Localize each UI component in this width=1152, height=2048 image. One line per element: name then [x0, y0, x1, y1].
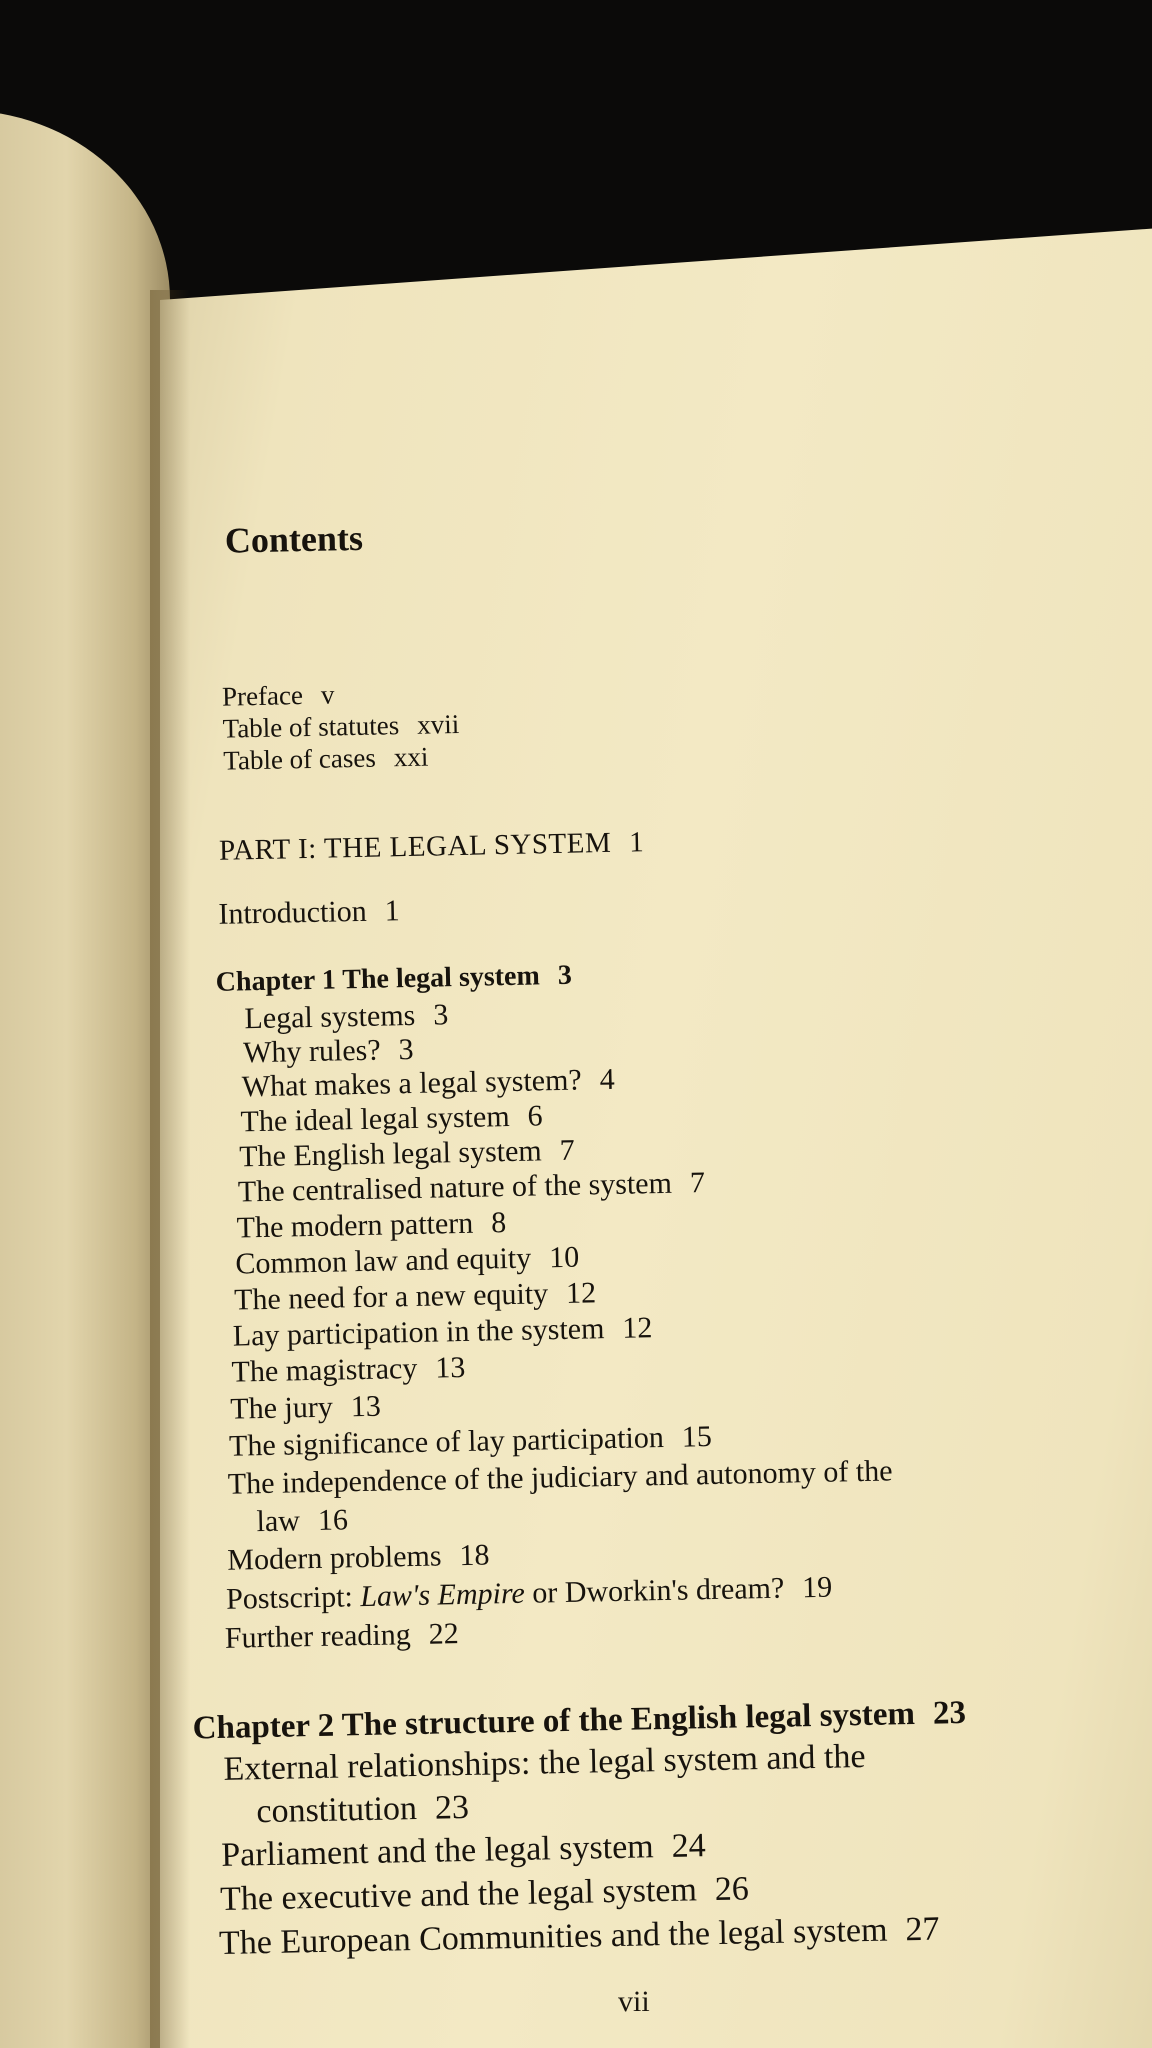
entry-page: 4 — [599, 1062, 615, 1097]
entry-page: 12 — [565, 1276, 597, 1310]
entry-title: Legal systems — [244, 998, 416, 1036]
toc-entry-introduction — [218, 894, 400, 932]
entry-title: The need for a new equity — [233, 1277, 549, 1317]
entry-page: 26 — [714, 1870, 750, 1909]
entry-title: Preface — [221, 680, 304, 712]
entry-title: Parliament and the legal system — [220, 1828, 655, 1874]
entry-page: 1 — [628, 826, 645, 859]
entry-title: law — [256, 1504, 301, 1539]
entry-title: constitution — [256, 1790, 418, 1831]
entry-title-suffix: or Dworkin's dream? — [524, 1571, 785, 1610]
entry-title: The magistracy — [231, 1351, 418, 1389]
toc-section — [234, 1276, 597, 1317]
entry-page: 27 — [905, 1910, 940, 1949]
toc-section — [231, 1351, 465, 1390]
entry-title: Chapter 2 The structure of the English legal system — [192, 1695, 916, 1747]
entry-page: 13 — [350, 1389, 382, 1424]
toc-entry-table-of-cases — [223, 740, 429, 778]
entry-title: PART I: THE LEGAL SYSTEM — [218, 826, 612, 867]
entry-page: 23 — [434, 1788, 470, 1827]
entry-title: Why rules? — [242, 1033, 381, 1070]
entry-title: The significance of lay participation — [228, 1420, 665, 1463]
entry-title: The modern pattern — [236, 1206, 474, 1245]
entry-page: 1 — [384, 894, 401, 928]
entry-title-prefix: Postscript: — [225, 1580, 361, 1616]
entry-page: 22 — [428, 1617, 459, 1651]
entry-title: What makes a legal system? — [241, 1063, 582, 1104]
page-number: vii — [618, 1985, 650, 2018]
entry-page: 7 — [559, 1133, 575, 1167]
entry-page: 18 — [459, 1538, 490, 1573]
entry-page: 6 — [527, 1099, 543, 1133]
entry-title: Table of statutes — [222, 710, 400, 744]
toc-section — [230, 1390, 381, 1427]
entry-title: External relationships: the legal system and the — [223, 1737, 866, 1788]
entry-title: Table of cases — [223, 742, 377, 776]
entry-title: Modern problems — [227, 1539, 442, 1577]
entry-title-italic: Law's Empire — [359, 1576, 526, 1614]
toc-section — [233, 1311, 653, 1353]
contents-heading: Contents — [224, 517, 364, 561]
entry-title: Lay participation in the system — [232, 1312, 605, 1353]
entry-page: 19 — [801, 1570, 833, 1605]
entry-title: Chapter 1 The legal system — [215, 960, 541, 998]
toc-part-heading — [219, 825, 645, 868]
entry-page: 3 — [432, 998, 449, 1032]
entry-page: 7 — [689, 1166, 706, 1200]
entry-title: Common law and equity — [235, 1241, 532, 1281]
toc-section — [239, 1134, 575, 1175]
entry-title: The European Communities and the legal system — [218, 1911, 888, 1962]
toc-section — [236, 1206, 506, 1245]
toc-chapter-1 — [215, 959, 572, 1000]
entry-title: The centralised nature of the system — [237, 1166, 673, 1209]
toc-section-continuation — [256, 1503, 348, 1539]
toc-section-continuation — [256, 1788, 469, 1832]
toc-section — [244, 998, 448, 1036]
entry-page: v — [320, 679, 335, 710]
entry-page: xxi — [393, 741, 429, 773]
entry-page: 24 — [671, 1827, 706, 1865]
entry-page: 16 — [317, 1503, 349, 1537]
entry-title: The independence of the judiciary and autonomy of the — [227, 1454, 893, 1501]
toc-section — [221, 1826, 706, 1876]
entry-page: 8 — [490, 1206, 507, 1240]
toc-section — [220, 1869, 749, 1920]
toc-section — [225, 1617, 459, 1656]
toc-section — [227, 1538, 490, 1577]
toc-section — [242, 1063, 615, 1104]
entry-page: 12 — [622, 1311, 653, 1345]
entry-page: 3 — [398, 1032, 414, 1067]
toc-section — [229, 1420, 712, 1464]
toc-entry-preface — [222, 677, 335, 713]
toc-section — [235, 1241, 579, 1282]
entry-page: 23 — [932, 1694, 967, 1732]
entry-title: The English legal system — [238, 1134, 542, 1174]
entry-title: The executive and the legal system — [219, 1871, 698, 1918]
entry-page: xvii — [416, 708, 460, 740]
entry-title: Further reading — [224, 1618, 412, 1655]
entry-page: 15 — [681, 1420, 713, 1454]
entry-page: 3 — [557, 959, 573, 991]
toc-section — [240, 1099, 543, 1139]
entry-page: 13 — [434, 1350, 466, 1385]
toc-section — [243, 1033, 414, 1070]
entry-page: 10 — [548, 1240, 580, 1275]
entry-title: The ideal legal system — [240, 1100, 510, 1139]
entry-title: Introduction — [218, 894, 368, 931]
entry-title: The jury — [229, 1390, 334, 1426]
toc-section — [226, 1571, 833, 1617]
